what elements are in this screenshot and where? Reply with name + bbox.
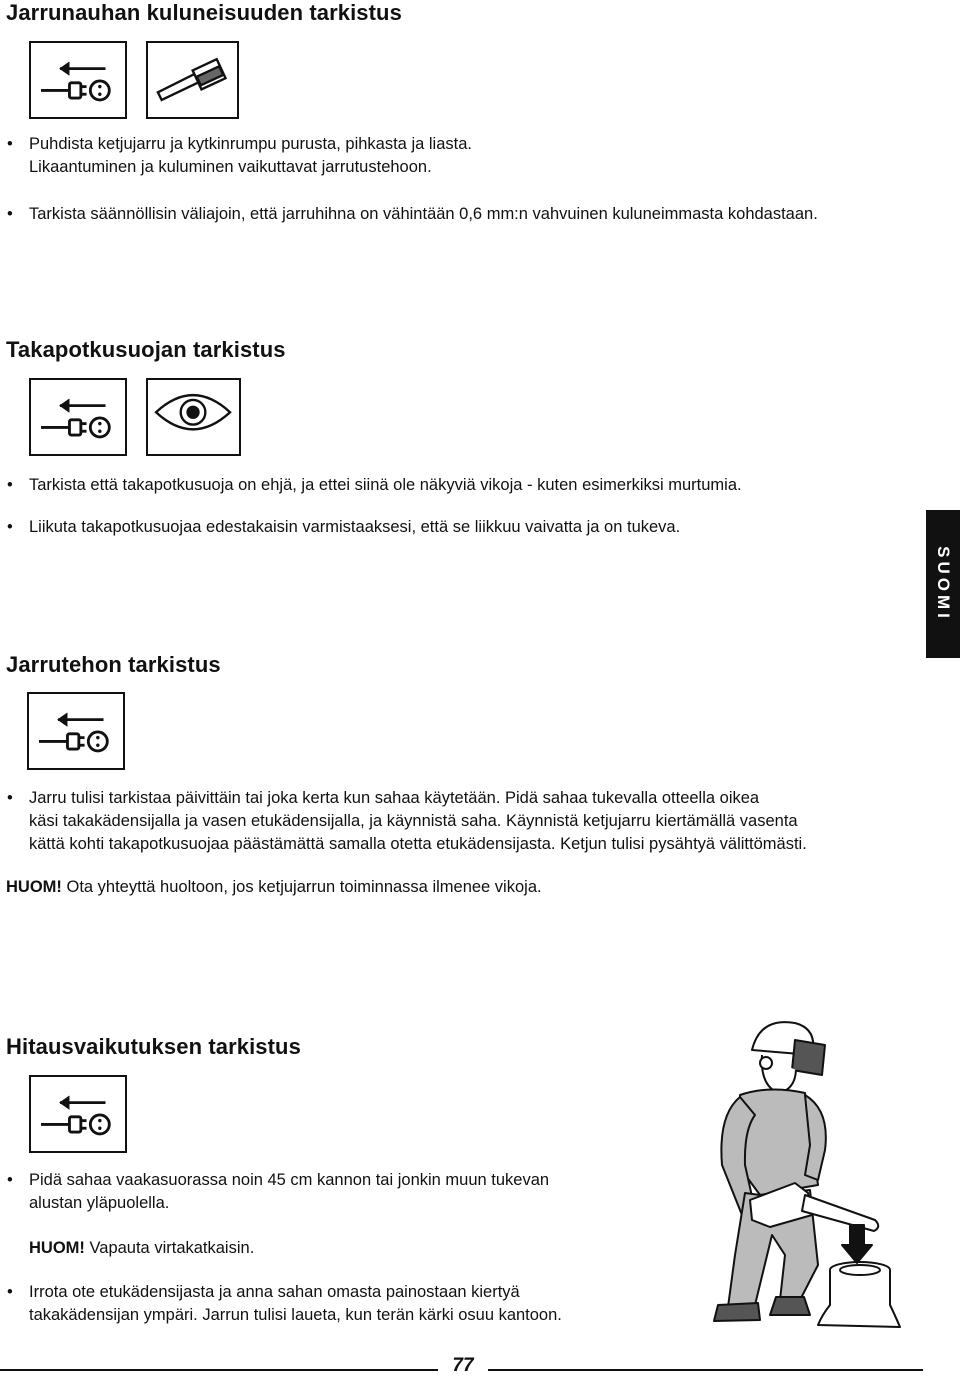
bullet-marker: •: [7, 518, 13, 536]
section-heading-brake-band: Jarrunauhan kuluneisuuden tarkistus: [6, 0, 402, 25]
list-item-text: alustan yläpuolella.: [29, 1194, 170, 1212]
list-item-text: Puhdista ketjujarru ja kytkinrumpu purusta, pihkasta ja liasta.: [29, 135, 472, 153]
bullet-marker: •: [7, 205, 13, 223]
chainsaw-operator-illustration: [700, 1015, 925, 1335]
list-item: [7, 787, 807, 856]
unplug-icon: [29, 1075, 127, 1153]
list-item-text: takakädensijan ympäri. Jarrun tulisi laueta, kun terän kärki osuu kantoon.: [29, 1306, 562, 1324]
footer-rule-left: [0, 1369, 440, 1371]
section-heading-inertia: Hitausvaikutuksen tarkistus: [6, 1034, 301, 1059]
note-text: Vapauta virtakatkaisin.: [84, 1239, 255, 1257]
list-item: [7, 516, 681, 539]
unplug-icon: [29, 378, 127, 456]
language-tab-label: SUOMI: [934, 546, 953, 622]
unplug-icon: [27, 692, 125, 770]
list-item: [7, 203, 818, 226]
list-item-text: Pidä sahaa vaakasuorassa noin 45 cm kannon tai jonkin muun tukevan: [29, 1171, 550, 1189]
list-item-text: käsi takakädensijalla ja vasen etukädensijalla, ja käynnistä saha. Käynnistä ketjujarru kiertämällä vasenta: [29, 812, 798, 830]
note-text: Ota yhteyttä huoltoon, jos ketjujarrun toiminnassa ilmenee vikoja.: [61, 878, 542, 896]
list-item-text: kättä kohti takapotkusuojaa päästämättä samalla otetta etukädensijasta. Ketjun tulisi pysähtyä välittömästi.: [29, 835, 807, 853]
brush-icon: [146, 41, 239, 119]
section-heading-kickback-guard: Takapotkusuojan tarkistus: [6, 337, 286, 362]
bullet-marker: •: [7, 1171, 13, 1189]
list-item: [7, 1169, 550, 1215]
list-item: [7, 133, 472, 179]
section-heading-brake-effect: Jarrutehon tarkistus: [6, 652, 221, 677]
list-item-text: Jarru tulisi tarkistaa päivittäin tai joka kerta kun sahaa käytetään. Pidä sahaa tukevalla otteella oikea: [29, 789, 760, 807]
note-paragraph: [29, 1237, 254, 1260]
page-number: 77: [438, 1355, 488, 1377]
bullet-marker: •: [7, 135, 13, 153]
footer-rule-right: [488, 1369, 923, 1371]
list-item-text: Liikuta takapotkusuojaa edestakaisin varmistaaksesi, että se liikkuu vaivatta ja on tukeva.: [29, 518, 681, 536]
list-item: [7, 1281, 562, 1327]
note-label: HUOM!: [29, 1239, 85, 1257]
list-item-text: Likaantuminen ja kuluminen vaikuttavat jarrutustehoon.: [29, 158, 432, 176]
list-item-text: Tarkista että takapotkusuoja on ehjä, ja ettei siinä ole näkyviä vikoja - kuten esimerkiksi murtumia.: [29, 476, 742, 494]
note-label: HUOM!: [6, 878, 62, 896]
note-paragraph: [6, 876, 542, 899]
list-item-text: Tarkista säännöllisin väliajoin, että jarruhihna on vähintään 0,6 mm:n vahvuinen kuluneimmasta kohdastaan.: [29, 205, 818, 223]
bullet-marker: •: [7, 789, 13, 807]
list-item-text: Irrota ote etukädensijasta ja anna sahan omasta painostaan kiertyä: [29, 1283, 520, 1301]
list-item: [7, 474, 742, 497]
unplug-icon: [29, 41, 127, 119]
language-tab: [926, 510, 960, 658]
eye-icon: [146, 378, 241, 456]
bullet-marker: •: [7, 1283, 13, 1301]
bullet-marker: •: [7, 476, 13, 494]
